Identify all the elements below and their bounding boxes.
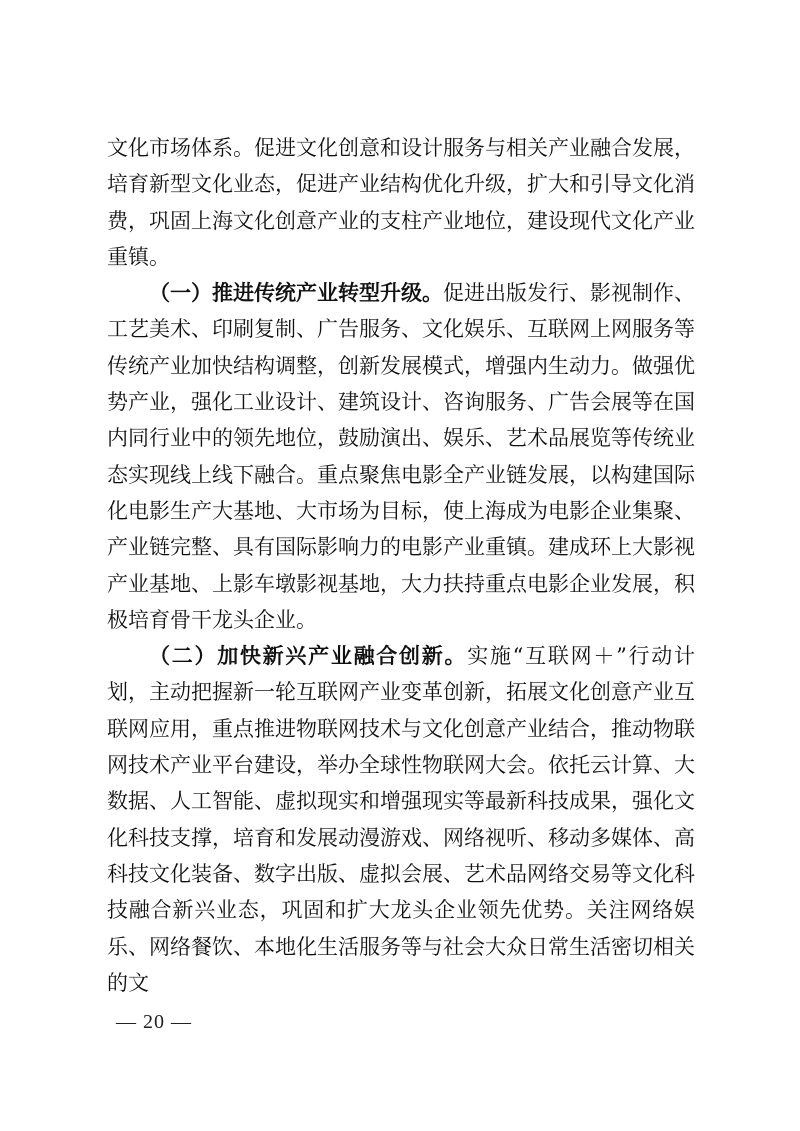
paragraph-section-one xyxy=(107,275,695,638)
section-heading: （二）加快新兴产业融合创新。 xyxy=(149,644,468,669)
page-number: — 20 — xyxy=(116,1011,192,1033)
paragraph-text: 促进出版发行、影视制作、工艺美术、印刷复制、广告服务、文化娱乐、互联网上网服务等传统产业加快结构调整，创新发展模式，增强内生动力。做强优势产业，强化工业设计、建筑设计、咨询服务、广告会展等在国内同行业中的领先地位，鼓励演出、娱乐、艺术品展览等传统业态实现线上线下融合。重点聚焦电影全产业链发展，以构建国际化电影生产大基地、大市场为目标，使上海成为电影企业集聚、产业链完整、具有国际影响力的电影产业重镇。建成环上大影视产业基地、上影车墩影视基地，大力扶持重点电影企业发展，积极培育骨干龙头企业。 xyxy=(107,281,695,632)
section-heading: （一）推进传统产业转型升级。 xyxy=(149,281,443,306)
paragraph-text: 文化市场体系。促进文化创意和设计服务与相关产业融合发展，培育新型文化业态，促进产业结构优化升级，扩大和引导文化消费，巩固上海文化创意产业的支柱产业地位，建设现代文化产业重镇。 xyxy=(107,136,695,269)
document-body xyxy=(107,130,695,1001)
paragraph-section-two xyxy=(107,638,695,1001)
paragraph-continuation xyxy=(107,130,695,275)
paragraph-text: 实施“互联网＋”行动计划，主动把握新一轮互联网产业变革创新，拓展文化创意产业互联网应用，重点推进物联网技术与文化创意产业结合，推动物联网技术产业平台建设，举办全球性物联网大会。依托云计算、大数据、人工智能、虚拟现实和增强现实等最新科技成果，强化文化科技支撑，培育和发展动漫游戏、网络视听、移动多媒体、高科技文化装备、数字出版、虚拟会展、艺术品网络交易等文化科技融合新兴业态，巩固和扩大龙头企业领先优势。关注网络娱乐、网络餐饮、本地化生活服务等与社会大众日常生活密切相关的文 xyxy=(107,644,695,995)
